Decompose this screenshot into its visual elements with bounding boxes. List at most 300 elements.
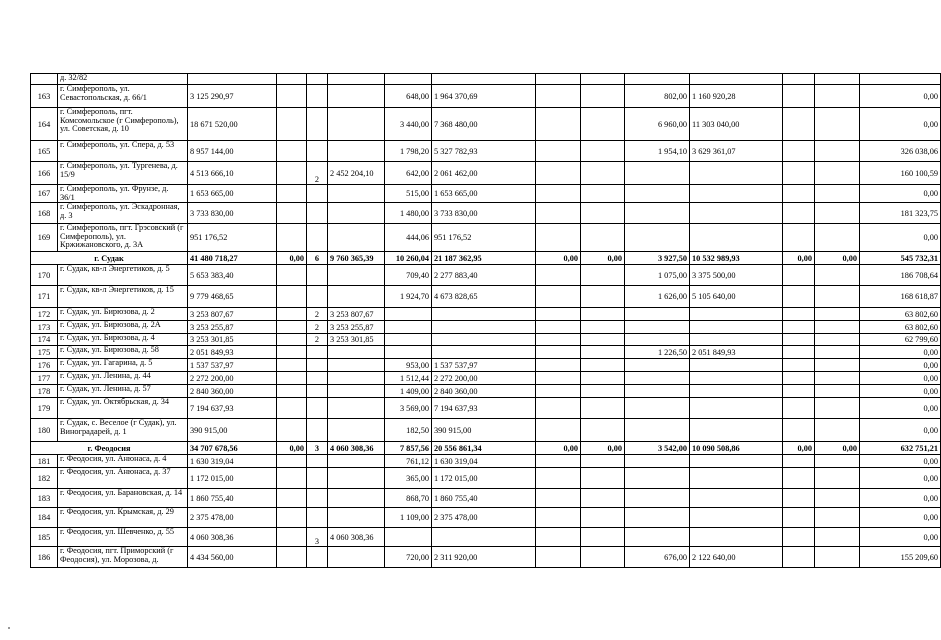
value-cell-c13: 62 799,60 <box>860 334 941 346</box>
row-number-cell: 183 <box>31 489 58 508</box>
value-cell-c4 <box>328 346 385 359</box>
value-cell-c11 <box>783 547 815 568</box>
value-cell-c8 <box>581 372 625 385</box>
value-cell-c6: 1 537 537,97 <box>432 359 536 372</box>
row-number-cell: 166 <box>31 162 58 185</box>
value-cell-c12 <box>815 508 860 528</box>
value-cell-c6: 2 272 200,00 <box>432 372 536 385</box>
value-cell-c6: 3 733 830,00 <box>432 203 536 224</box>
value-cell-c7 <box>536 185 581 203</box>
value-cell-c4: 3 253 807,67 <box>328 308 385 321</box>
table-row <box>31 308 941 321</box>
value-cell-c7 <box>536 141 581 162</box>
value-cell-c7 <box>536 85 581 108</box>
value-cell-c12 <box>815 308 860 321</box>
value-cell-c4 <box>328 224 385 252</box>
value-cell-c4 <box>328 185 385 203</box>
address-cell: г. Симферополь, ул. Спера, д. 53 <box>58 141 188 162</box>
value-cell-c7 <box>536 203 581 224</box>
value-cell-c1: 1 653 665,00 <box>188 185 277 203</box>
value-cell-c1 <box>188 74 277 85</box>
value-cell-c5: 648,00 <box>385 85 432 108</box>
value-cell-c10: 11 303 040,00 <box>690 108 783 141</box>
value-cell-c3 <box>307 468 328 489</box>
value-cell-c7 <box>536 108 581 141</box>
value-cell-c8 <box>581 286 625 308</box>
address-cell: г. Судак, ул. Бирюзова, д. 4 <box>58 334 188 346</box>
value-cell-c1: 951 176,52 <box>188 224 277 252</box>
value-cell-c5 <box>385 321 432 334</box>
value-cell-c5: 709,40 <box>385 265 432 286</box>
value-cell-c2 <box>277 468 307 489</box>
value-cell-c13: 63 802,60 <box>860 308 941 321</box>
value-cell-c8 <box>581 162 625 185</box>
value-cell-c8 <box>581 85 625 108</box>
value-cell-c9 <box>625 508 690 528</box>
value-cell-c12 <box>815 398 860 419</box>
value-cell-c6: 1 653 665,00 <box>432 185 536 203</box>
address-cell: г. Феодосия, ул. Анюнаса, д. 37 <box>58 468 188 489</box>
value-cell-c4: 4 060 308,36 <box>328 528 385 547</box>
value-cell-c5 <box>385 346 432 359</box>
value-cell-c7 <box>536 372 581 385</box>
value-cell-c6 <box>432 321 536 334</box>
address-cell: г. Симферополь, ул. Эскадронная, д. 3 <box>58 203 188 224</box>
value-cell-c2 <box>277 547 307 568</box>
value-cell-c10 <box>690 489 783 508</box>
value-cell-c5: 642,00 <box>385 162 432 185</box>
table-row <box>31 265 941 286</box>
value-cell-c3 <box>307 74 328 85</box>
address-cell: г. Судак, кв-л Энергетиков, д. 5 <box>58 265 188 286</box>
group-name-cell: г. Феодосия <box>31 442 188 455</box>
value-cell-c11 <box>783 346 815 359</box>
value-cell-c11 <box>783 185 815 203</box>
value-cell-c3 <box>307 224 328 252</box>
value-cell-c1: 1 860 755,40 <box>188 489 277 508</box>
register-table <box>30 73 941 568</box>
value-cell-c2: 0,00 <box>277 252 307 265</box>
value-cell-c10 <box>690 308 783 321</box>
value-cell-c12 <box>815 489 860 508</box>
value-cell-c9 <box>625 203 690 224</box>
value-cell-c5 <box>385 308 432 321</box>
value-cell-c10: 1 160 920,28 <box>690 85 783 108</box>
value-cell-c9: 1 226,50 <box>625 346 690 359</box>
table-row <box>31 108 941 141</box>
value-cell-c7: 0,00 <box>536 252 581 265</box>
value-cell-c1: 2 840 360,00 <box>188 385 277 398</box>
value-cell-c2 <box>277 398 307 419</box>
value-cell-c9 <box>625 398 690 419</box>
value-cell-c11 <box>783 385 815 398</box>
value-cell-c4 <box>328 108 385 141</box>
value-cell-c12 <box>815 203 860 224</box>
value-cell-c12 <box>815 108 860 141</box>
address-cell: г. Судак, ул. Бирюзова, д. 2 <box>58 308 188 321</box>
value-cell-c13: 0,00 <box>860 185 941 203</box>
value-cell-c10: 2 122 640,00 <box>690 547 783 568</box>
value-cell-c4 <box>328 455 385 468</box>
value-cell-c9: 3 927,50 <box>625 252 690 265</box>
value-cell-c5: 365,00 <box>385 468 432 489</box>
value-cell-c12 <box>815 468 860 489</box>
value-cell-c13: 545 732,31 <box>860 252 941 265</box>
value-cell-c5 <box>385 74 432 85</box>
value-cell-c12 <box>815 346 860 359</box>
table-row <box>31 203 941 224</box>
value-cell-c3 <box>307 385 328 398</box>
value-cell-c8 <box>581 359 625 372</box>
value-cell-c11 <box>783 74 815 85</box>
value-cell-c9: 802,00 <box>625 85 690 108</box>
value-cell-c3 <box>307 203 328 224</box>
value-cell-c1: 18 671 520,00 <box>188 108 277 141</box>
value-cell-c11 <box>783 265 815 286</box>
value-cell-c3 <box>307 508 328 528</box>
value-cell-c13: 0,00 <box>860 224 941 252</box>
value-cell-c9: 676,00 <box>625 547 690 568</box>
value-cell-c4: 3 253 255,87 <box>328 321 385 334</box>
value-cell-c7 <box>536 162 581 185</box>
value-cell-c12 <box>815 265 860 286</box>
value-cell-c2 <box>277 85 307 108</box>
value-cell-c13: 0,00 <box>860 108 941 141</box>
value-cell-c1: 1 172 015,00 <box>188 468 277 489</box>
value-cell-c6 <box>432 308 536 321</box>
address-cell: г. Симферополь, пгт. Грэсовский (г Симферополь), ул. Кржижановского, д. 3А <box>58 224 188 252</box>
value-cell-c12 <box>815 547 860 568</box>
value-cell-c10: 10 532 989,93 <box>690 252 783 265</box>
value-cell-c8 <box>581 489 625 508</box>
address-cell: г. Судак, ул. Ленина, д. 57 <box>58 385 188 398</box>
value-cell-c5: 953,00 <box>385 359 432 372</box>
row-number-cell: 164 <box>31 108 58 141</box>
value-cell-c3 <box>307 398 328 419</box>
value-cell-c2 <box>277 346 307 359</box>
value-cell-c11 <box>783 398 815 419</box>
value-cell-c3: 2 <box>307 162 328 185</box>
value-cell-c4 <box>328 489 385 508</box>
value-cell-c1: 2 375 478,00 <box>188 508 277 528</box>
value-cell-c4 <box>328 419 385 442</box>
value-cell-c10 <box>690 419 783 442</box>
value-cell-c10: 3 629 361,07 <box>690 141 783 162</box>
address-cell: г. Феодосия, пгт. Приморский (г Феодосия), ул. Морозова, д. <box>58 547 188 568</box>
value-cell-c5: 1 798,20 <box>385 141 432 162</box>
table-row <box>31 185 941 203</box>
value-cell-c5: 1 512,44 <box>385 372 432 385</box>
register-body <box>31 74 941 568</box>
value-cell-c3: 2 <box>307 321 328 334</box>
value-cell-c12 <box>815 321 860 334</box>
value-cell-c12 <box>815 372 860 385</box>
value-cell-c5: 761,12 <box>385 455 432 468</box>
value-cell-c4: 3 253 301,85 <box>328 334 385 346</box>
value-cell-c3 <box>307 455 328 468</box>
value-cell-c6: 4 673 828,65 <box>432 286 536 308</box>
value-cell-c7 <box>536 528 581 547</box>
row-number-cell: 186 <box>31 547 58 568</box>
value-cell-c5: 1 924,70 <box>385 286 432 308</box>
value-cell-c3: 3 <box>307 528 328 547</box>
value-cell-c4 <box>328 398 385 419</box>
value-cell-c8 <box>581 547 625 568</box>
value-cell-c6 <box>432 346 536 359</box>
address-cell: г. Судак, ул. Гагарина, д. 5 <box>58 359 188 372</box>
value-cell-c4: 9 760 365,39 <box>328 252 385 265</box>
address-cell: г. Симферополь, пгт. Комсомольское (г Симферополь), ул. Советская, д. 10 <box>58 108 188 141</box>
value-cell-c3 <box>307 419 328 442</box>
value-cell-c12 <box>815 359 860 372</box>
value-cell-c8 <box>581 203 625 224</box>
value-cell-c7: 0,00 <box>536 442 581 455</box>
row-number-cell: 169 <box>31 224 58 252</box>
address-cell: г. Судак, ул. Ленина, д. 44 <box>58 372 188 385</box>
value-cell-c9 <box>625 224 690 252</box>
value-cell-c1: 2 051 849,93 <box>188 346 277 359</box>
address-cell: г. Симферополь, ул. Севастопольская, д. 66/1 <box>58 85 188 108</box>
value-cell-c11 <box>783 141 815 162</box>
value-cell-c3 <box>307 489 328 508</box>
value-cell-c13: 155 209,60 <box>860 547 941 568</box>
value-cell-c8 <box>581 385 625 398</box>
value-cell-c7 <box>536 489 581 508</box>
value-cell-c5: 1 409,00 <box>385 385 432 398</box>
value-cell-c1: 3 733 830,00 <box>188 203 277 224</box>
value-cell-c7 <box>536 321 581 334</box>
value-cell-c5: 515,00 <box>385 185 432 203</box>
table-row <box>31 74 941 85</box>
value-cell-c1: 5 653 383,40 <box>188 265 277 286</box>
value-cell-c3: 6 <box>307 252 328 265</box>
value-cell-c6 <box>432 334 536 346</box>
value-cell-c1: 34 707 678,56 <box>188 442 277 455</box>
value-cell-c1: 9 779 468,65 <box>188 286 277 308</box>
value-cell-c6: 390 915,00 <box>432 419 536 442</box>
value-cell-c5 <box>385 334 432 346</box>
value-cell-c11 <box>783 359 815 372</box>
value-cell-c6: 2 375 478,00 <box>432 508 536 528</box>
address-cell: г. Феодосия, ул. Барановская, д. 14 <box>58 489 188 508</box>
row-number-cell: 171 <box>31 286 58 308</box>
value-cell-c11 <box>783 419 815 442</box>
value-cell-c3 <box>307 141 328 162</box>
value-cell-c12 <box>815 455 860 468</box>
value-cell-c5: 182,50 <box>385 419 432 442</box>
row-number-cell <box>31 74 58 85</box>
value-cell-c2 <box>277 372 307 385</box>
value-cell-c1: 7 194 637,93 <box>188 398 277 419</box>
value-cell-c3 <box>307 359 328 372</box>
value-cell-c6: 1 964 370,69 <box>432 85 536 108</box>
address-cell: г. Феодосия, ул. Анюнаса, д. 4 <box>58 455 188 468</box>
row-number-cell: 165 <box>31 141 58 162</box>
value-cell-c12 <box>815 85 860 108</box>
value-cell-c12: 0,00 <box>815 442 860 455</box>
value-cell-c5: 3 440,00 <box>385 108 432 141</box>
value-cell-c12 <box>815 185 860 203</box>
value-cell-c2: 0,00 <box>277 442 307 455</box>
value-cell-c1: 3 253 807,67 <box>188 308 277 321</box>
value-cell-c11 <box>783 372 815 385</box>
value-cell-c2 <box>277 162 307 185</box>
table-row <box>31 419 941 442</box>
value-cell-c9 <box>625 308 690 321</box>
value-cell-c2 <box>277 74 307 85</box>
value-cell-c7 <box>536 547 581 568</box>
address-cell: г. Симферополь, ул. Фрунзе, д. 36/1 <box>58 185 188 203</box>
value-cell-c8: 0,00 <box>581 252 625 265</box>
value-cell-c3: 3 <box>307 442 328 455</box>
value-cell-c12 <box>815 162 860 185</box>
row-number-cell: 175 <box>31 346 58 359</box>
value-cell-c6 <box>432 528 536 547</box>
value-cell-c7 <box>536 455 581 468</box>
table-row <box>31 528 941 547</box>
value-cell-c9 <box>625 185 690 203</box>
value-cell-c2 <box>277 224 307 252</box>
value-cell-c7 <box>536 468 581 489</box>
value-cell-c10: 10 090 508,86 <box>690 442 783 455</box>
value-cell-c6: 2 840 360,00 <box>432 385 536 398</box>
value-cell-c5: 868,70 <box>385 489 432 508</box>
value-cell-c10: 3 375 500,00 <box>690 265 783 286</box>
value-cell-c4 <box>328 286 385 308</box>
value-cell-c11 <box>783 162 815 185</box>
scan-speck <box>8 627 10 629</box>
value-cell-c4 <box>328 468 385 489</box>
value-cell-c4: 4 060 308,36 <box>328 442 385 455</box>
value-cell-c11: 0,00 <box>783 252 815 265</box>
row-number-cell: 181 <box>31 455 58 468</box>
value-cell-c8 <box>581 334 625 346</box>
value-cell-c11 <box>783 455 815 468</box>
value-cell-c8 <box>581 141 625 162</box>
value-cell-c13: 63 802,60 <box>860 321 941 334</box>
value-cell-c3 <box>307 85 328 108</box>
value-cell-c9 <box>625 162 690 185</box>
value-cell-c11 <box>783 528 815 547</box>
value-cell-c5: 720,00 <box>385 547 432 568</box>
value-cell-c9 <box>625 419 690 442</box>
value-cell-c11 <box>783 489 815 508</box>
value-cell-c9: 1 626,00 <box>625 286 690 308</box>
value-cell-c10 <box>690 372 783 385</box>
value-cell-c5: 444,06 <box>385 224 432 252</box>
value-cell-c5: 1 109,00 <box>385 508 432 528</box>
value-cell-c2 <box>277 308 307 321</box>
value-cell-c10 <box>690 334 783 346</box>
value-cell-c4: 2 452 204,10 <box>328 162 385 185</box>
table-row <box>31 398 941 419</box>
value-cell-c9 <box>625 372 690 385</box>
value-cell-c6: 1 860 755,40 <box>432 489 536 508</box>
value-cell-c13: 0,00 <box>860 385 941 398</box>
value-cell-c1: 8 957 144,00 <box>188 141 277 162</box>
value-cell-c12 <box>815 74 860 85</box>
value-cell-c7 <box>536 385 581 398</box>
value-cell-c4 <box>328 203 385 224</box>
value-cell-c1: 4 434 560,00 <box>188 547 277 568</box>
value-cell-c11 <box>783 321 815 334</box>
value-cell-c12 <box>815 528 860 547</box>
group-total-row <box>31 442 941 455</box>
row-number-cell: 174 <box>31 334 58 346</box>
value-cell-c4 <box>328 372 385 385</box>
value-cell-c1: 41 480 718,27 <box>188 252 277 265</box>
row-number-cell: 172 <box>31 308 58 321</box>
address-cell: д. 32/82 <box>58 74 188 85</box>
value-cell-c7 <box>536 265 581 286</box>
value-cell-c10 <box>690 385 783 398</box>
row-number-cell: 173 <box>31 321 58 334</box>
value-cell-c9: 1 075,00 <box>625 265 690 286</box>
table-row <box>31 286 941 308</box>
value-cell-c10 <box>690 185 783 203</box>
value-cell-c12 <box>815 334 860 346</box>
address-cell: г. Феодосия, ул. Шевченко, д. 55 <box>58 528 188 547</box>
value-cell-c6: 20 556 861,34 <box>432 442 536 455</box>
value-cell-c10 <box>690 468 783 489</box>
value-cell-c4 <box>328 265 385 286</box>
table-row <box>31 359 941 372</box>
value-cell-c10 <box>690 321 783 334</box>
value-cell-c12 <box>815 224 860 252</box>
table-row <box>31 162 941 185</box>
address-cell: г. Судак, ул. Октябрьская, д. 34 <box>58 398 188 419</box>
value-cell-c13: 326 038,06 <box>860 141 941 162</box>
value-cell-c2 <box>277 528 307 547</box>
value-cell-c13: 186 708,64 <box>860 265 941 286</box>
row-number-cell: 179 <box>31 398 58 419</box>
value-cell-c8 <box>581 346 625 359</box>
value-cell-c6: 5 327 782,93 <box>432 141 536 162</box>
address-cell: г. Симферополь, ул. Тургенева, д. 15/9 <box>58 162 188 185</box>
row-number-cell: 184 <box>31 508 58 528</box>
value-cell-c7 <box>536 359 581 372</box>
value-cell-c1: 1 630 319,04 <box>188 455 277 468</box>
value-cell-c9 <box>625 385 690 398</box>
table-row <box>31 489 941 508</box>
value-cell-c7 <box>536 224 581 252</box>
value-cell-c10 <box>690 203 783 224</box>
value-cell-c11 <box>783 468 815 489</box>
value-cell-c6: 2 061 462,00 <box>432 162 536 185</box>
table-row <box>31 334 941 346</box>
table-row <box>31 346 941 359</box>
value-cell-c7 <box>536 334 581 346</box>
value-cell-c13: 0,00 <box>860 455 941 468</box>
value-cell-c2 <box>277 508 307 528</box>
row-number-cell: 167 <box>31 185 58 203</box>
value-cell-c13: 0,00 <box>860 372 941 385</box>
value-cell-c3 <box>307 346 328 359</box>
value-cell-c4 <box>328 508 385 528</box>
address-cell: г. Судак, кв-л Энергетиков, д. 15 <box>58 286 188 308</box>
value-cell-c7 <box>536 419 581 442</box>
value-cell-c2 <box>277 489 307 508</box>
value-cell-c10 <box>690 74 783 85</box>
value-cell-c6: 951 176,52 <box>432 224 536 252</box>
value-cell-c8 <box>581 508 625 528</box>
value-cell-c13: 632 751,21 <box>860 442 941 455</box>
value-cell-c2 <box>277 385 307 398</box>
address-cell: г. Судак, с. Веселое (г Судак), ул. Виноградарей, д. 1 <box>58 419 188 442</box>
row-number-cell: 177 <box>31 372 58 385</box>
value-cell-c11 <box>783 334 815 346</box>
value-cell-c4 <box>328 359 385 372</box>
